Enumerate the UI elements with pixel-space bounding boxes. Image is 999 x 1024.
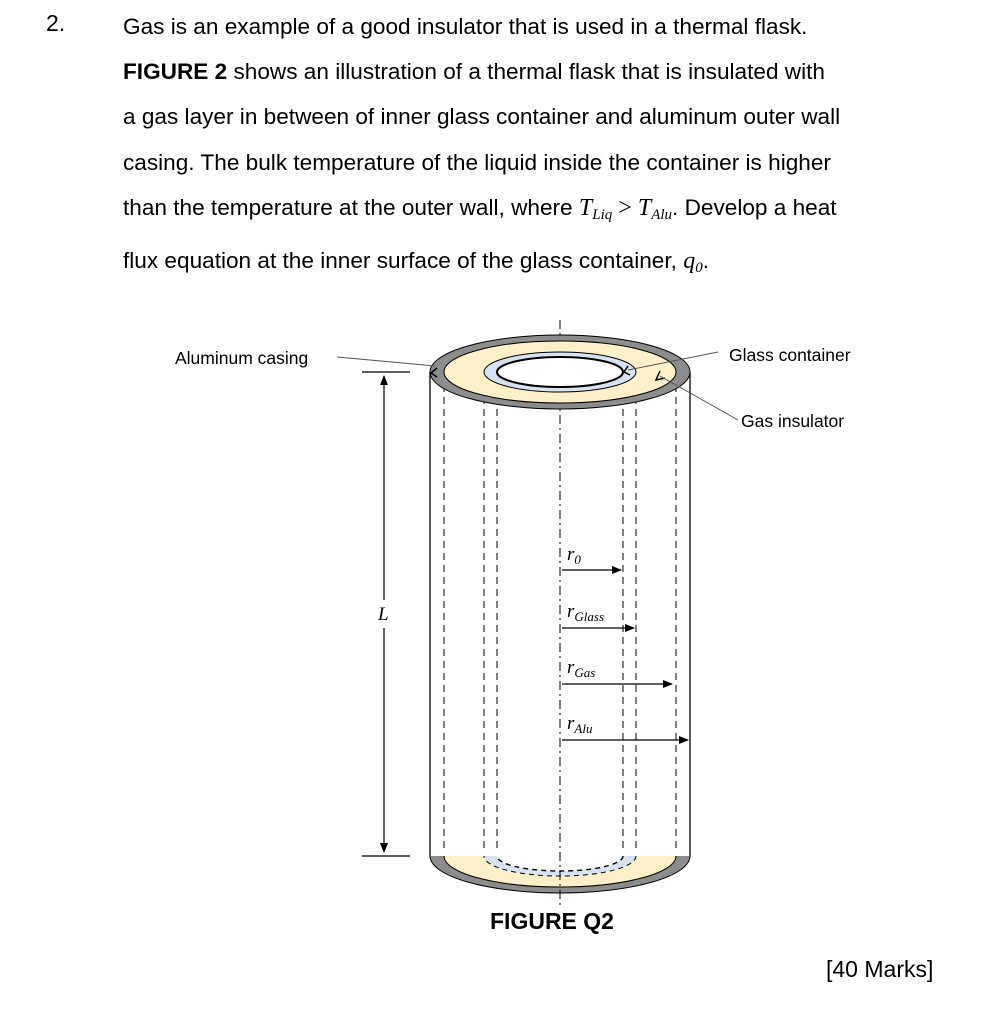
question-line-3: a gas layer in between of inner glass container and aluminum outer wall xyxy=(123,104,841,130)
question-line-2 xyxy=(123,49,953,94)
question-line-5-pre: than the temperature at the outer wall, where xyxy=(123,194,579,220)
question-line-5 xyxy=(123,185,953,238)
r-gas-symbol: r xyxy=(567,657,575,678)
thermal-flask-figure xyxy=(0,300,999,905)
r-glass-subscript: Glass xyxy=(574,609,605,624)
heat-flux-symbol xyxy=(683,248,703,277)
question-line-6-pre: flux equation at the inner surface of the glass container, xyxy=(123,248,684,274)
question-number: 2. xyxy=(46,10,66,36)
t-liq-subscript: Liq xyxy=(592,206,613,223)
question-line-1: Gas is an example of a good insulator that is used in a thermal flask. xyxy=(123,14,808,39)
r-alu-symbol: r xyxy=(567,713,575,734)
r0-symbol: r xyxy=(567,544,575,565)
t-alu-subscript: Alu xyxy=(651,206,673,223)
r-glass-symbol: r xyxy=(567,601,575,622)
question-line-6 xyxy=(123,238,953,291)
figure-caption: FIGURE Q2 xyxy=(490,908,614,934)
q-subscript: 0 xyxy=(695,260,703,277)
length-label: L xyxy=(378,604,389,625)
greater-than-sign: > xyxy=(612,194,638,221)
r-gas-subscript: Gas xyxy=(574,665,596,680)
glass-container-label: Glass container xyxy=(729,345,851,365)
marks-label: [40 Marks] xyxy=(826,956,934,982)
question-line-5-post: . Develop a heat xyxy=(672,194,837,220)
question-line-4: casing. The bulk temperature of the liquid inside the container is higher xyxy=(123,149,831,175)
aluminum-casing-label: Aluminum casing xyxy=(175,348,309,368)
t-alu-symbol: T xyxy=(637,194,652,221)
figure-reference: FIGURE 2 xyxy=(123,59,228,85)
question-line-6-post: . xyxy=(702,248,709,274)
t-liq-symbol: T xyxy=(578,194,593,221)
temperature-inequality xyxy=(579,195,672,221)
r0-subscript: 0 xyxy=(574,552,581,567)
q-symbol: q xyxy=(683,248,696,275)
r-alu-subscript: Alu xyxy=(574,721,593,736)
top-inner-opening xyxy=(497,357,623,387)
question-text xyxy=(123,4,953,291)
gas-insulator-label: Gas insulator xyxy=(741,411,845,431)
aluminum-leader-line xyxy=(337,357,435,366)
question-line-2-rest: shows an illustration of a thermal flask that is insulated with xyxy=(227,59,825,85)
